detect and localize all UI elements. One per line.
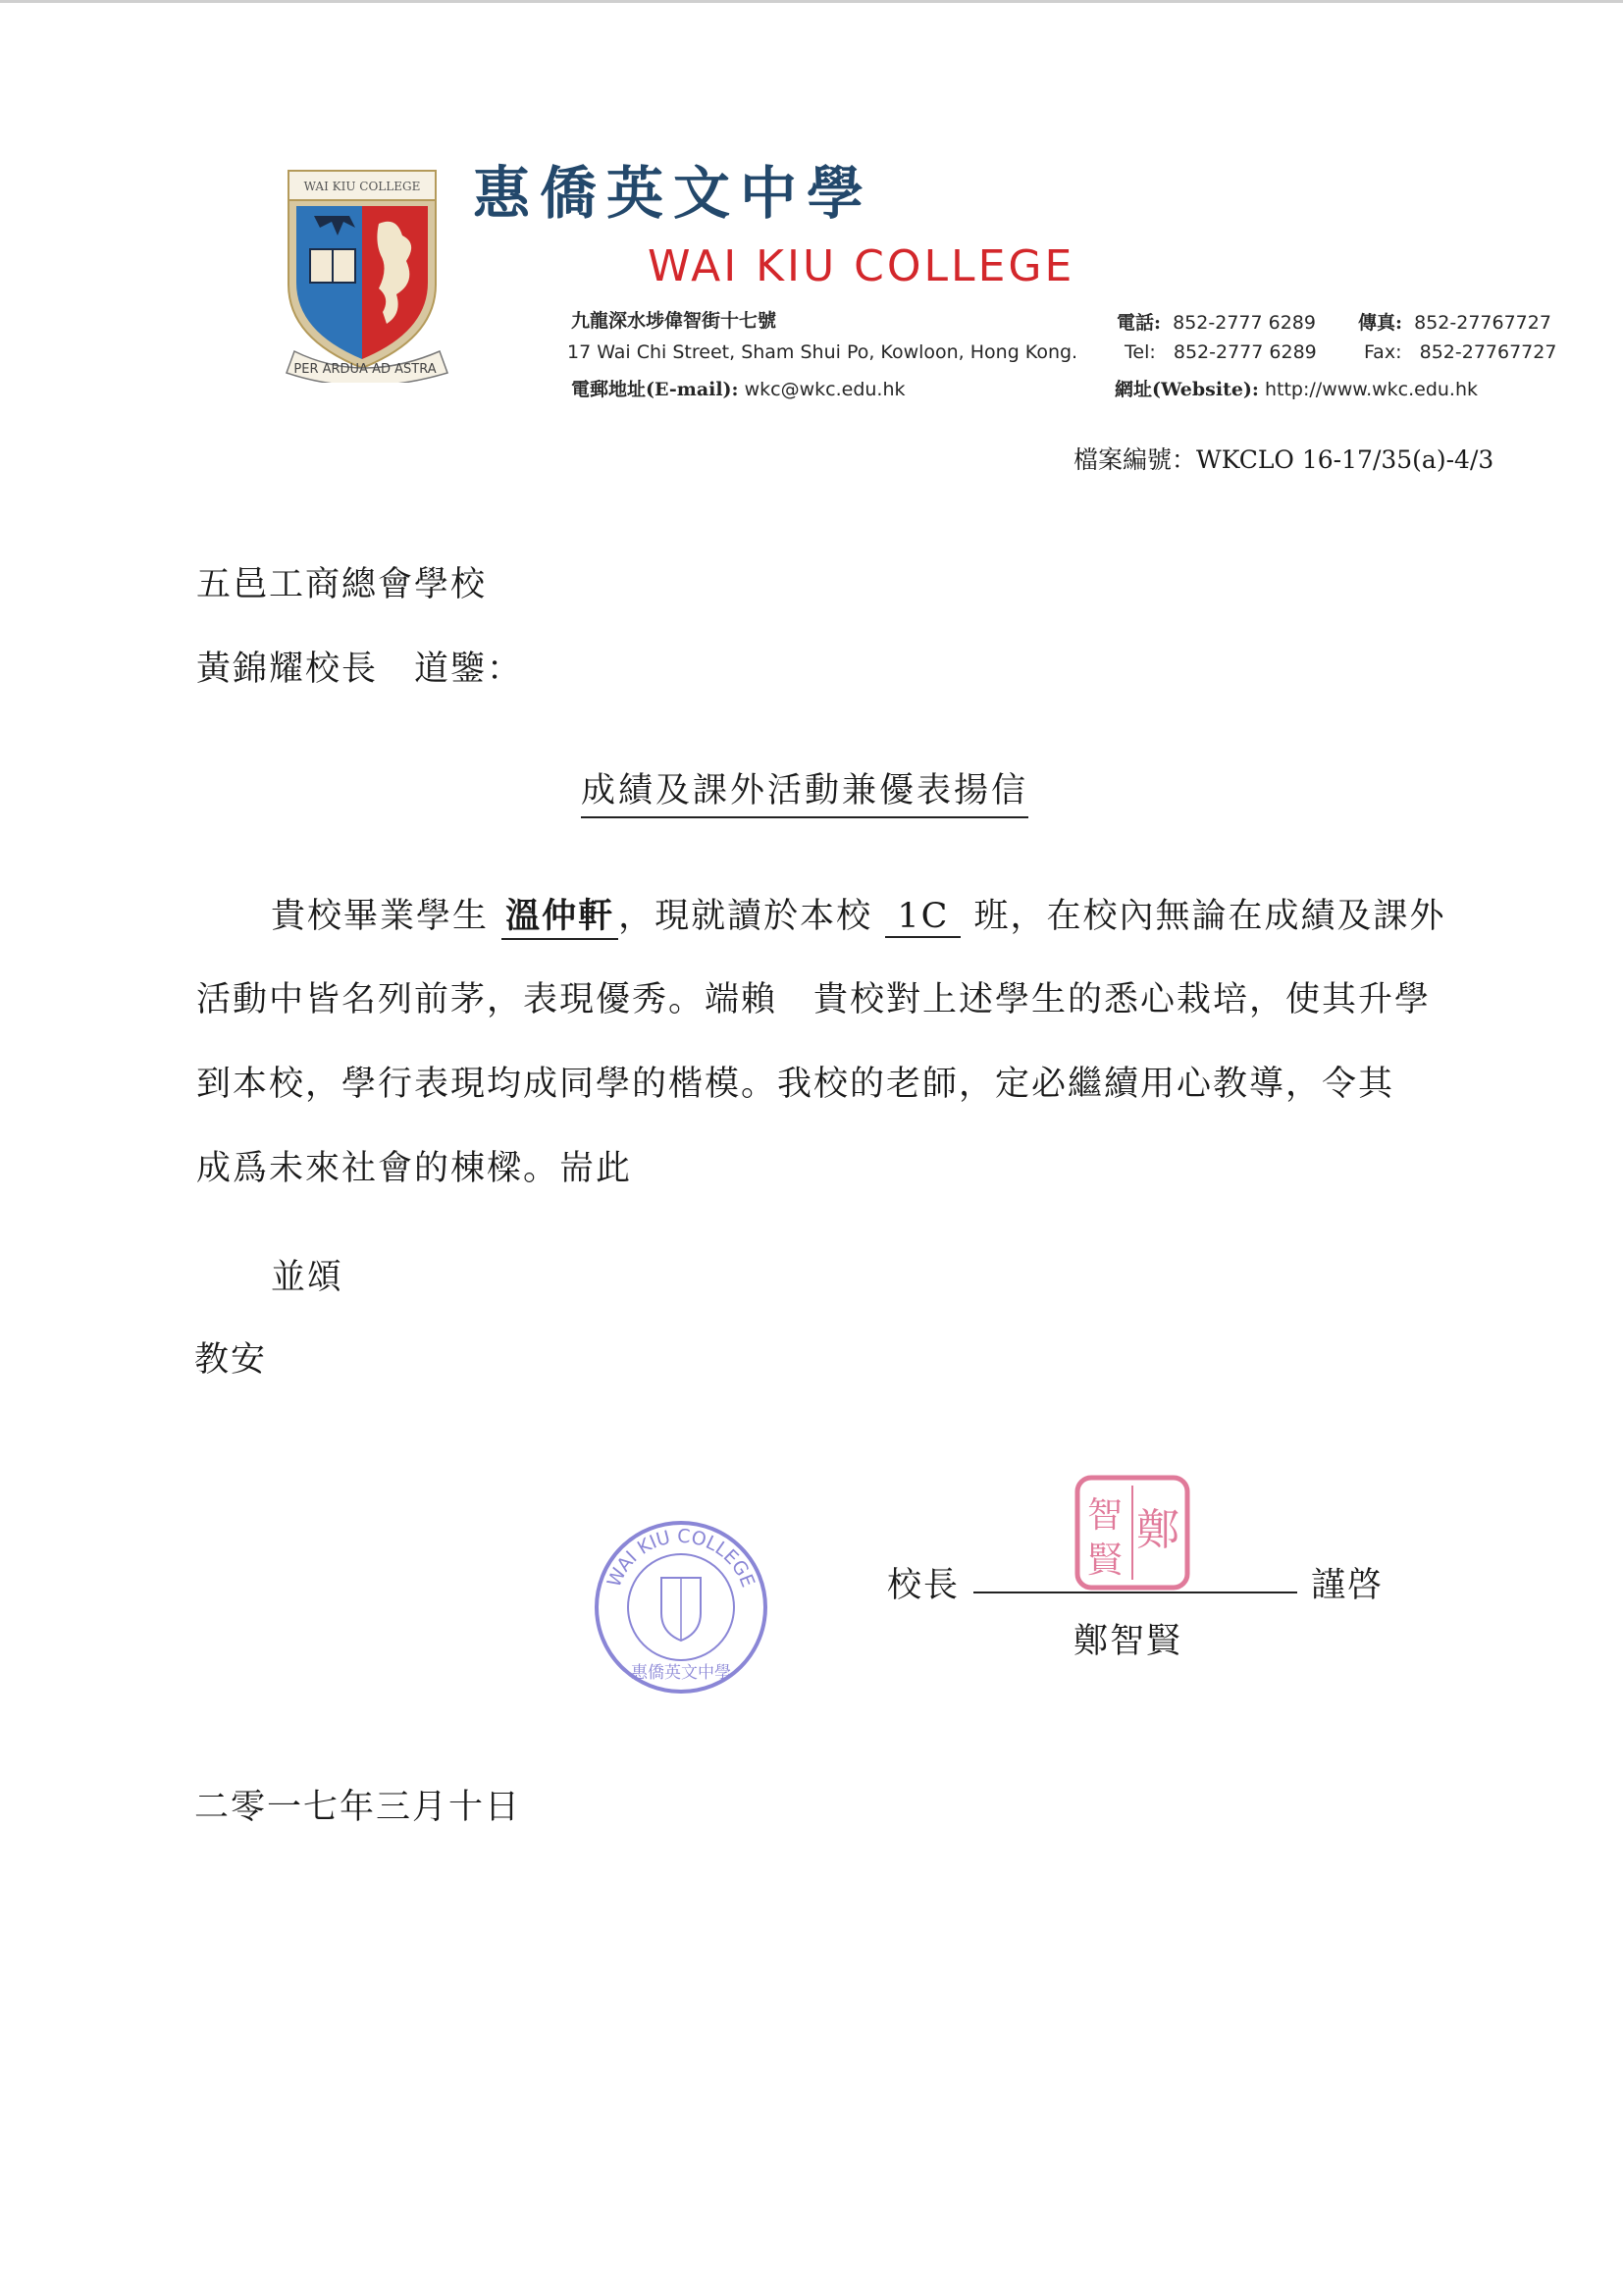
page-top-edge xyxy=(0,0,1623,3)
paragraph-line-4: 成爲未來社會的棟樑。耑此 xyxy=(196,1149,633,1188)
svg-text:WAI KIU COLLEGE: WAI KIU COLLEGE xyxy=(303,180,421,193)
closing-line-1: 並頌 xyxy=(271,1258,344,1297)
recipient-principal: 黃錦耀校長 道鑒： xyxy=(196,650,524,689)
signature-line xyxy=(973,1592,1297,1593)
fax-cn: 傳真: 852-27767727 xyxy=(1358,312,1551,334)
school-name-english: WAI KIU COLLEGE xyxy=(648,241,1075,291)
school-seal-stamp xyxy=(591,1511,771,1697)
telephone-cn: 電話: 852-2777 6289 xyxy=(1117,312,1316,334)
signatory-closing: 謹啓 xyxy=(1311,1566,1385,1605)
svg-text:PER ARDUA AD ASTRA: PER ARDUA AD ASTRA xyxy=(293,362,437,377)
fax-en: Fax: 852-27767727 xyxy=(1364,341,1557,363)
closing-line-2: 教安 xyxy=(194,1340,268,1380)
paragraph-line-3: 到本校，學行表現均成同學的楷模。我校的老師，定必繼續用心教導，令其 xyxy=(196,1065,1395,1104)
email-address[interactable]: wkc@wkc.edu.hk xyxy=(744,379,906,400)
address-chinese: 九龍深水埗偉智街十七號 xyxy=(571,310,777,332)
recipient-school: 五邑工商總會學校 xyxy=(196,565,488,604)
principal-name-chop-stamp xyxy=(1073,1474,1191,1592)
svg-text:惠僑英文中學: 惠僑英文中學 xyxy=(631,1663,731,1683)
school-crest-logo xyxy=(281,167,455,383)
address-english: 17 Wai Chi Street, Sham Shui Po, Kowloon, Hong Kong. xyxy=(567,341,1078,363)
paragraph-line-2: 活動中皆名列前茅，表現優秀。端賴 貴校對上述學生的悉心栽培，使其升學 xyxy=(196,980,1432,1019)
letter-date: 二零一七年三月十日 xyxy=(194,1788,522,1827)
student-name: 溫仲軒 xyxy=(501,889,618,940)
chop-character-3: 賢 xyxy=(1086,1540,1124,1581)
chop-character-2: 智 xyxy=(1086,1495,1124,1536)
signatory-name: 鄭智賢 xyxy=(1073,1622,1183,1661)
school-name-chinese: 惠僑英文中學 xyxy=(473,160,874,227)
class-name: 1C xyxy=(885,897,961,938)
svg-text:WAI KIU COLLEGE: WAI KIU COLLEGE xyxy=(602,1525,759,1591)
website-link[interactable]: http://www.wkc.edu.hk xyxy=(1264,379,1479,400)
telephone-en: Tel: 852-2777 6289 xyxy=(1125,341,1317,363)
signatory-title: 校長 xyxy=(887,1566,961,1605)
chop-character-1: 鄭 xyxy=(1136,1505,1179,1555)
website-line: 網址(Website): http://www.wkc.edu.hk xyxy=(1115,379,1479,400)
file-reference-number: 檔案編號：WKCLO 16-17/35(a)-4/3 xyxy=(1073,445,1494,474)
paragraph-line-1: 貴校畢業學生 溫仲軒 ，現就讀於本校 1C 班，在校內無論在成績及課外 xyxy=(271,889,1446,940)
email-line: 電郵地址(E-mail): wkc@wkc.edu.hk xyxy=(571,379,906,400)
letter-title: 成績及課外活動兼優表揚信 xyxy=(581,763,1028,818)
